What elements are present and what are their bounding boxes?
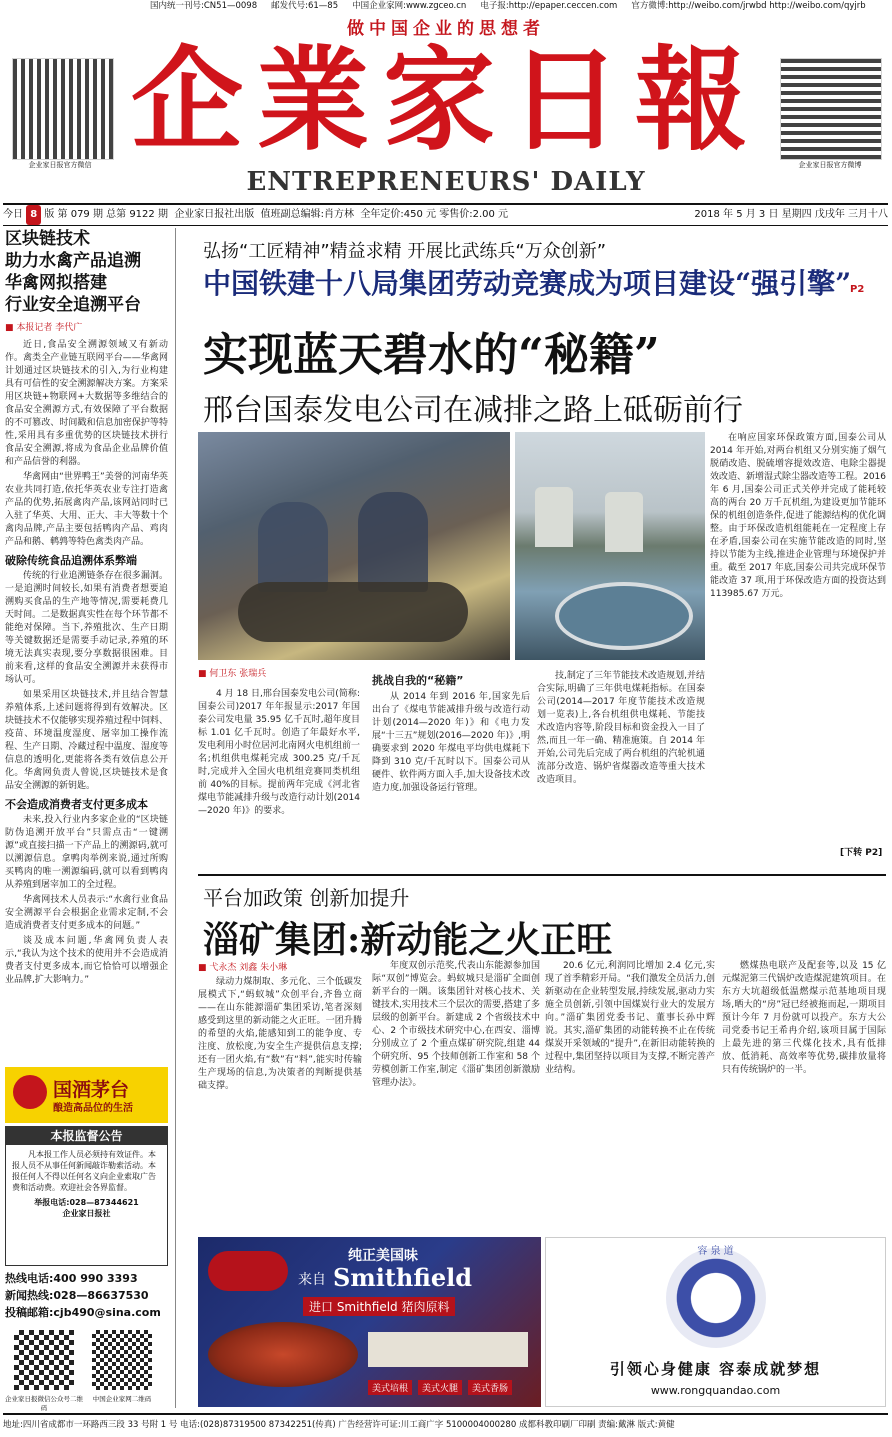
story2-column-2 bbox=[372, 670, 530, 870]
story2-text: 从 2014 年到 2016 年,国家先后出台了《煤电节能减排升级与改造行动计划(2014—2020 年)》和《电力发展“十三五”规划(2016—2020 年)》,明确要求到 2020 年煤电平均供电煤耗下降到 310 克/千瓦时以下。国泰公司从硬件、软件两方面入手,加大设备技术改造力度,加强设备运行管理。 bbox=[372, 692, 530, 793]
masthead-slogan: 做中国企业的思想者 bbox=[347, 19, 545, 39]
story3-headline[interactable]: 淄矿集团:新动能之火正旺 bbox=[203, 919, 613, 961]
story2-continued[interactable]: [下转 P2] bbox=[840, 848, 883, 858]
left-byline: ■ 本报记者 李代广 bbox=[5, 323, 83, 333]
notice-org: 企业家日报社 bbox=[62, 1209, 111, 1218]
story2-text: 4 月 18 日,邢台国泰发电公司(简称:国泰公司)2017 年年报显示:2017 年国泰公司发电量 35.95 亿千瓦时,超年度目标 1.01 亿千瓦时。创造了年最好水平,发电利用小时位居河北南网火电机组前一名;机组供电煤耗完成 300.25 克/千瓦时,完成并入全国火电机组竞赛同类机组前 40%的目标。提前两年完成《河北省煤电节能减排升级与改造行动计划(2014—2020 年)》的要求。 bbox=[198, 689, 360, 816]
left-paragraph: 未来,投入行业内多家企业的“区块链防伪追溯开放平台”只需点击“一键溯源”或直接扫描一下产品上的溯源码,就可以溯源信息。拿鸭肉举例来说,通过所购买鸭肉的唯一溯源编码,就可以看到鸭肉从养殖到屠宰加工的全过程。 bbox=[5, 815, 168, 890]
ad-line1: 纯正美国味 bbox=[348, 1248, 418, 1264]
submission-email[interactable]: 投稿邮箱:cjb490@sina.com bbox=[5, 1306, 161, 1319]
hotline-phone: 热线电话:400 990 3393 bbox=[5, 1272, 138, 1285]
story3-text: 燃煤热电联产及配套等,以及 15 亿元煤泥第三代锅炉改造煤泥建筑项目。在东方大坑超级低温燃煤示范基地项目现场,晒大的“房”冠已经被拖而起,一期项目预计今年 7 月份就可以投产。东方大公司党委书记王希冉介绍,该项目属于国际上最先进的第三代煤化技术,具有低排放、低消耗、高效率等优势,碳排放量将只有传统锅炉的一半。 bbox=[722, 961, 886, 1075]
product-ham: 美式火腿 bbox=[418, 1380, 462, 1395]
story3-text: 绿动力煤制取、多元化、三个低碳发展模式下,“蚂蚁城”众创平台,齐鲁立商——在山东能源淄矿集团采访,笔者深刻感受到这里的新动能之火正旺。一团升腾的希望的火焰,能感知到工的能争度、专注度、放松度,为安全生产提供信息支撑;还有一团火焰,有“数”有“料”,能实时传输生产现场的信息,为决策者的判断提供基础支撑。 bbox=[198, 977, 362, 1091]
price: 全年定价:450 元 零售价:2.00 元 bbox=[360, 209, 509, 220]
news-hotline: 新闻热线:028—86637530 bbox=[5, 1289, 149, 1302]
ad-line3: 进口 Smithfield 猪肉原料 bbox=[303, 1297, 455, 1316]
cn-number: 国内统一刊号:CN51—0098 bbox=[150, 1, 258, 11]
website-link[interactable]: 中国企业家网:www.zgceo.cn bbox=[352, 1, 467, 11]
smithfield-ad[interactable] bbox=[198, 1237, 541, 1407]
left-paragraph: 近日,食品安全溯源领域又有新动作。禽类全产业链互联网平台——华禽网计划通过区块链技术的引入,为行业构建具有可信性的安全溯源解决方案。方案采用区块链+物联网+大数据等多维结合的食品安全溯源方式,有效保障了平台数据的不可篡改、时间戳和信息加密保护等特性,采用具有多重优势的区块链技术拼行食品安全溯源,将成为食品企业品牌价值和产品信誉的利器。 bbox=[5, 340, 168, 467]
smithfield-logo-icon bbox=[208, 1251, 288, 1291]
ad-brand: 容 泉 道 bbox=[697, 1246, 734, 1257]
product-packs-image bbox=[368, 1332, 528, 1367]
left-headline-1: 区块链技术 bbox=[5, 229, 90, 249]
story3-text: 年度双创示范奖,代表山东能源参加国际“双创”博览会。蚂蚁城只是淄矿全面创新平台的一隅。该集团针对核心技术、关键技术,实用技术三个层次的需要,搭建了多层级的创新平台。新建成 2 个省级技术中心、2 个市级技术研究中心,在西安、淄博分别成立了 2 个重点煤矿研究院,组建 44 个研究所、95 个技师创新工作室和 58 个劳模创新工作室,制定《淄矿集团创新激励管理办法》。 bbox=[372, 961, 540, 1088]
ad-slogan: 引领心身健康 容泰成就梦想 bbox=[609, 1360, 822, 1378]
column-divider bbox=[175, 228, 176, 1408]
qr-label-b: 中国企业家网二维码 bbox=[92, 1395, 152, 1403]
story3-column-2 bbox=[372, 960, 540, 1232]
product-sausage: 美式香肠 bbox=[468, 1380, 512, 1395]
publisher: 企业家日报社出版 bbox=[174, 209, 255, 220]
story3-column-4 bbox=[722, 960, 886, 1232]
story3-text: 20.6 亿元,利润同比增加 2.4 亿元,实现了首季精彩开局。“我们激发全员活力,创新驱动在企业转型发展,持续发展,驱动力实施全员创新,引领中国煤炭行业大的发展方向。”淄矿集团党委书记、董事长孙中辉说。其实,淄矿集团的动能转换不止在传统煤炭开采领域的“提升”,在新旧动能转换的过程中,集团坚持以项目为支撑,不断完善产业结构。 bbox=[545, 961, 715, 1075]
masthead-english: ENTREPRENEURS' DAILY bbox=[246, 167, 646, 197]
left-subheading: 破除传统食品追溯体系弊端 bbox=[5, 554, 137, 567]
story1-kicker: 弘扬“工匠精神”精益求精 开展比武练兵“万众创新” bbox=[203, 241, 607, 262]
story3-byline: ■ 弋永杰 刘鑫 朱小琳 bbox=[198, 963, 288, 973]
story2-headline[interactable]: 实现蓝天碧水的“秘籍” bbox=[203, 328, 660, 381]
story2-text: 技,制定了三年节能技术改造规划,并结合实际,明确了三年供电煤耗指标。在国泰公司(2014—2017 年度节能技术改造规划一览表)上,各台机组供电煤耗、节能技术改造内容等,阶段目标和资金投入一目了然,而且一年一确、精准施策。自 2014 年开始,公司先后完成了两台机组的汽轮机通流部分改造、锅炉省煤器改造等重大技术改造项目。 bbox=[537, 671, 705, 785]
left-subheading: 不会造成消费者支付更多成本 bbox=[5, 798, 148, 811]
left-headline-4: 行业安全追溯平台 bbox=[5, 295, 141, 315]
notice-heading: 本报监督公告 bbox=[6, 1127, 167, 1145]
masthead-title: 企業家日報 bbox=[131, 35, 761, 166]
story2-subheading: 挑战自我的“秘籍” bbox=[372, 674, 464, 687]
product-bacon: 美式培根 bbox=[368, 1380, 412, 1395]
left-paragraph: 华禽网技术人员表示:“水禽行业食品安全溯源平台会根据企业需求定制,不会造成消费者支付更多成本的问题。” bbox=[5, 895, 168, 931]
rongquandao-logo-icon bbox=[666, 1248, 766, 1348]
maotai-ad-title: 国酒茅台 bbox=[53, 1079, 130, 1101]
rongquandao-ad[interactable] bbox=[545, 1237, 886, 1407]
ad-line2: 来自 bbox=[298, 1272, 326, 1288]
supervision-notice bbox=[5, 1126, 168, 1266]
post-code: 邮发代号:61—85 bbox=[271, 1, 339, 11]
ad-brand: Smithfield bbox=[333, 1263, 472, 1292]
notice-phone: 举报电话:028—87344621 bbox=[34, 1198, 139, 1207]
left-paragraph: 如果采用区块链技术,并且结合智慧养殖体系,上述问题将得到有效解决。区块链技术不仅能够实现养殖过程中饲料、疫苗、环境温度湿度、屠宰加工操作流程、生产日期、冷藏过程中温度、湿度等信息的透明化,更能将各类有效信息公开化。华禽网负责人曾说,区块链技术是食品安全溯源的新钥匙。 bbox=[5, 690, 168, 791]
weibo-link[interactable]: 官方微博:http://weibo.com/jrwbd http://weibo.com/qyjrb bbox=[631, 1, 866, 11]
story2-column-1 bbox=[198, 688, 360, 870]
left-headline-3: 华禽网拟搭建 bbox=[5, 273, 107, 293]
qr-label-a: 企业家日报微信公众号二维码 bbox=[5, 1395, 83, 1412]
left-paragraph: 华禽网由“世界鸭王”美誉的河南华英农业共同打造,依托华英农业专注打造禽产品的优势,拓展禽肉产品,该网站同时已入驻了华英、大用、正大、丰大等数十个禽肉品牌,产品主要包括鸭肉产品、鸡肉产品和鹅、鹌鹑等特色禽类肉产品。 bbox=[5, 472, 168, 547]
story2-column-3 bbox=[537, 670, 705, 870]
story3-column-3 bbox=[545, 960, 715, 1232]
section-rule bbox=[198, 874, 886, 876]
story2-text: 在响应国家环保政策方面,国泰公司从 2014 年开始,对两台机组又分别实施了烟气脱硝改造、脱硫增容提效改造、电除尘器提效改造、新增湿式除尘器改造等工程。2016 年 6 月,国泰公司正式关停并完成了能耗较高的两台 20 万千瓦机组,为建设更加节能环保的机组创造条件,促进了能源结构的优化调整。由于环保改造机组能耗在一定程度上存在矛盾,国泰公司在实施节能改造的同时,坚持以节能为主线,推进企业管理与环境保护并重。截至 2017 年底,国泰公司共完成环保节能改造 37 项,用于环保改造方面的投资达到 113985.67 万元。 bbox=[710, 433, 886, 599]
story2-subhead: 邢台国泰发电公司在减排之路上砥砺前行 bbox=[203, 393, 743, 428]
contact-block bbox=[5, 1270, 168, 1321]
qr-code-icon bbox=[14, 1330, 74, 1390]
story3-column-1 bbox=[198, 976, 362, 1231]
maotai-ad[interactable] bbox=[5, 1067, 168, 1123]
edition-number: 版 第 079 期 总第 9122 期 bbox=[44, 209, 168, 220]
story2-column-4 bbox=[710, 432, 886, 857]
notice-body: 凡本报工作人员必须持有效证件。本报人员不从事任何新闻敲诈勒索活动。本报任何人不得以任何名义向企业索取广告费和活动费。欢迎社会各界监督。 bbox=[12, 1150, 156, 1192]
ad-url[interactable]: www.rongquandao.com bbox=[650, 1384, 781, 1397]
power-plant-photo bbox=[515, 432, 705, 660]
epaper-link[interactable]: 电子报:http://epaper.ceccen.com bbox=[480, 1, 618, 11]
qr-caption-left: 企业家日报官方微信 bbox=[28, 161, 92, 169]
story1-headline[interactable]: 中国铁建十八局集团劳动竞赛成为项目建设“强引擎” bbox=[203, 267, 852, 300]
issue-date: 2018 年 5 月 3 日 星期四 戊戌年 三月十八 bbox=[694, 209, 888, 220]
today-label: 今日 bbox=[3, 209, 23, 220]
issue-info-bar bbox=[3, 203, 888, 226]
page-count-badge: 8 bbox=[26, 205, 41, 225]
food-plate-image bbox=[208, 1322, 358, 1387]
footer-info: 地址:四川省成都市一环路西三段 33 号附 1 号 电话:(028)87319500 87342251(传真) 广告经营许可证:川工商广字 5100004000280 成都科教印刷厂印刷 责编:戴淋 版式:黄健 bbox=[3, 1413, 888, 1435]
left-headline-2: 助力水禽产品追溯 bbox=[5, 251, 141, 271]
left-paragraph: 传统的行业追溯链条存在很多漏洞。一是追溯时间较长,如果有消费者想要追溯购买食品的生产地等情况,需要耗费几天时间。二是数据真实性在每个环节都不能绝对保障。当下,养殖批次、生产日期等关键数据还是需要手动记录,养殖的环境无法真实表现,要分享数据很困难。目前来看,这样的食品安全溯源并未获得市场认可。 bbox=[5, 571, 168, 685]
story2-byline: ■ 何卫东 张瑞兵 bbox=[198, 669, 267, 679]
qr-caption-right: 企业家日报官方微博 bbox=[798, 161, 862, 169]
duty-editor: 值班副总编辑:肖方林 bbox=[260, 209, 355, 220]
maotai-logo-icon bbox=[13, 1075, 47, 1109]
story1-jump[interactable]: P2 bbox=[850, 284, 865, 295]
story3-kicker: 平台加政策 创新加提升 bbox=[203, 886, 410, 910]
qr-code-icon bbox=[92, 1330, 152, 1390]
top-info-strip bbox=[0, 0, 892, 13]
maotai-ad-slogan: 酿造高品位的生活 bbox=[53, 1103, 133, 1114]
left-paragraph: 谈及成本问题,华禽网负责人表示,“我认为这个技术的使用并不会造成消费者支付更多成本,而它恰恰可以增强企业品牌,扩大影响力。” bbox=[5, 936, 168, 985]
workers-photo bbox=[198, 432, 510, 660]
